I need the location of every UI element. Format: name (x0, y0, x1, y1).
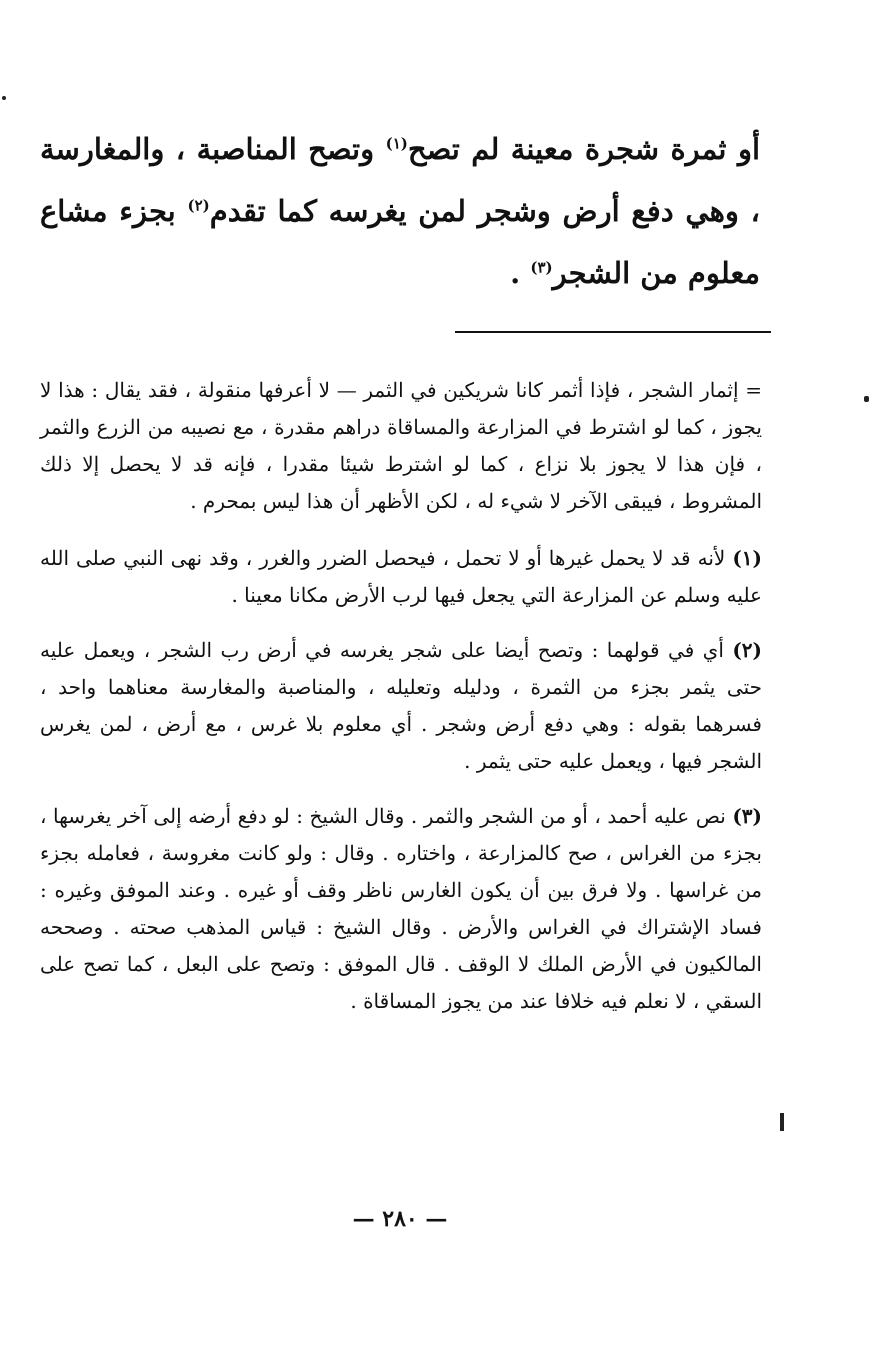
footnote-ref-1: (١) (385, 134, 408, 153)
footnote-ref-2: (٢) (187, 196, 210, 215)
scan-speck (864, 396, 869, 402)
main-text-part-1: أو ثمرة شجرة معينة لم تصح (407, 132, 761, 166)
main-paragraph (40, 118, 760, 304)
page-number: — ٢٨٠ — (352, 1206, 448, 1232)
footnote-3-text: نص عليه أحمد ، أو من الشجر والثمر . وقال الشيخ : لو دفع أرضه إلى آخر يغرسها ، بجزء من الغراس ، صح كالمزارعة ، واختاره . وقال : ولو كانت مغروسة ، فعامله بجزء من غراسها . ولا فرق بين أن يكون الغارس ناظر وقف أو غيره . وعند الموفق وغيره : فساد الإشتراك في الغراس والأرض . وقال الشيخ : قياس المذهب صحته . وصححه المالكيون في الأرض الملك لا الوقف . قال الموفق : وتصح على البعل ، كما تصح على السقي ، لا نعلم فيه خلافا عند من يجوز المساقاة . (40, 804, 762, 1013)
footnote-3 (40, 798, 762, 1020)
footnote-2 (40, 632, 762, 780)
footnote-1-number: (١) (732, 546, 762, 570)
footnote-separator (455, 331, 771, 333)
footnotes-section (40, 372, 762, 1020)
main-text-part-2: وتصح المناصبة ، والمغارسة ، وهي دفع أرض وشجر لمن يغرسه كما تقدم (40, 132, 760, 228)
footnote-3-number: (٣) (732, 804, 762, 828)
footnote-1 (40, 540, 762, 614)
main-text-part-3: بجزء مشاع معلوم من الشجر (40, 194, 760, 290)
scan-speck (2, 96, 6, 100)
footnote-ref-3: (٣) (530, 258, 553, 277)
main-text-block (40, 118, 760, 304)
scan-margin-mark (780, 1113, 784, 1131)
footnote-2-number: (٢) (732, 638, 762, 662)
main-text-end: . (510, 256, 531, 290)
footnote-1-text: لأنه قد لا يحمل غيرها أو لا تحمل ، فيحصل الضرر والغرر ، وقد نهى النبي صلى الله عليه وسلم عن المزارعة التي يجعل فيها لرب الأرض مكانا معينا . (40, 546, 762, 607)
footnote-continuation: = إثمار الشجر ، فإذا أثمر كانا شريكين في الثمر — لا أعرفها منقولة ، فقد يقال : هذا لا يجوز ، كما لو اشترط في المزارعة والمساقاة دراهم مقدرة ، مع نصيبه من الزرع والثمر ، فإن هذا لا يجوز بلا نزاع ، كما لو اشترط شيئا مقدرا ، فإنه قد لا يحصل إلا ذلك المشروط ، فيبقى الآخر لا شيء له ، لكن الأظهر أن هذا ليس بمحرم . (40, 378, 763, 513)
footnote-2-text: أي في قولهما : وتصح أيضا على شجر يغرسه في أرض رب الشجر ، ويعمل عليه حتى يثمر بجزء من الثمرة ، ودليله وتعليله ، والمناصبة والمغارسة معناهما واحد ، فسرهما بقوله : وهي دفع أرض وشجر . أي معلوم بلا غرس ، مع أرض ، لمن يغرس الشجر فيها ، ويعمل عليه حتى يثمر . (40, 638, 762, 773)
